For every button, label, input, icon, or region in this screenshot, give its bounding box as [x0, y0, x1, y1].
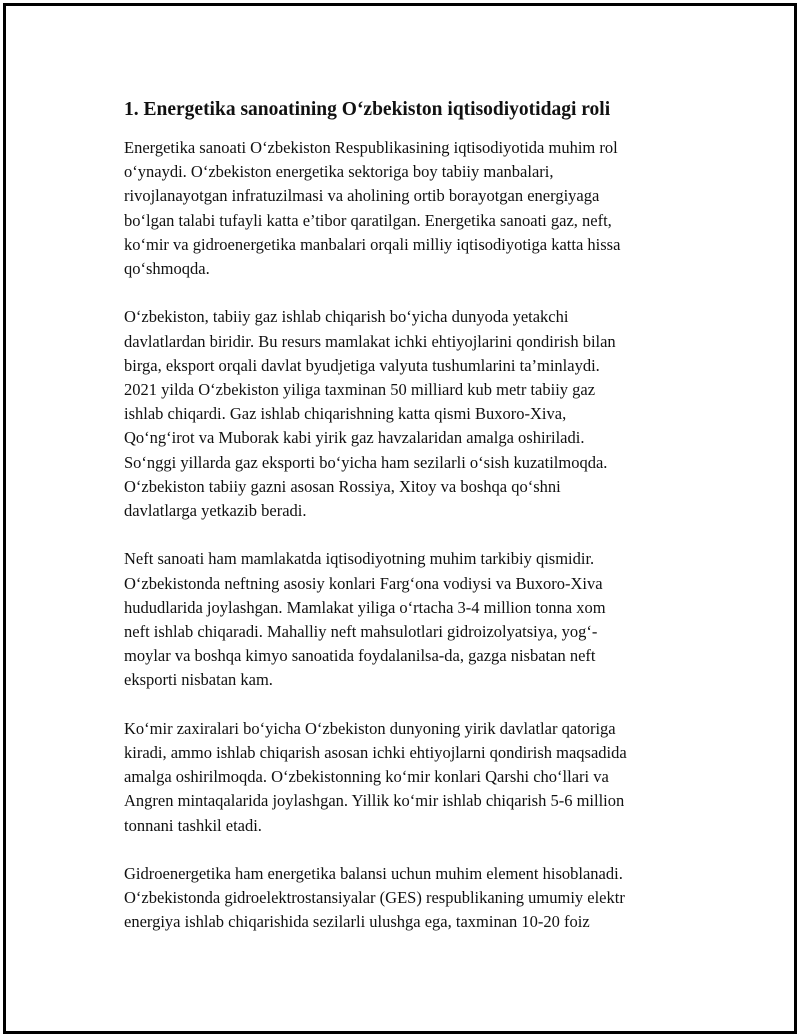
paragraph-line: amalga oshirilmoqda. O‘zbekistonning ko‘mir konlari Qarshi cho‘llari va	[124, 767, 609, 787]
paragraph-line: Gidroenergetika ham energetika balansi uchun muhim element hisoblanadi.	[124, 864, 623, 884]
paragraph-list	[124, 136, 689, 935]
paragraph-line: davlatlardan biridir. Bu resurs mamlakat ichki ehtiyojlarini qondirish bilan	[124, 331, 616, 351]
paragraph-line: Energetika sanoati O‘zbekiston Respublikasining iqtisodiyotida muhim rol	[124, 138, 618, 157]
paragraph-line: So‘nggi yillarda gaz eksporti bo‘yicha ham sezilarli o‘sish kuzatilmoqda.	[124, 452, 608, 472]
paragraph-line: O‘zbekiston tabiiy gazni asosan Rossiya, Xitoy va boshqa qo‘shni	[124, 476, 561, 496]
paragraph-line: eksporti nisbatan kam.	[124, 670, 273, 690]
paragraph-line: birga, eksport orqali davlat byudjetiga valyuta tushumlarini ta’minlaydi.	[124, 355, 600, 375]
paragraph-line: neft ishlab chiqaradi. Mahalliy neft mahsulotlari gidroizolyatsiya, yog‘-	[124, 622, 598, 642]
paragraph-line: davlatlarga yetkazib beradi.	[124, 501, 307, 521]
paragraph-line: O‘zbekiston, tabiiy gaz ishlab chiqarish bo‘yicha dunyoda yetakchi	[124, 307, 569, 327]
paragraph-line: qo‘shmoqda.	[124, 259, 210, 279]
paragraph-line: energiya ishlab chiqarishida sezilarli ulushga ega, taxminan 10-20 foiz	[124, 912, 590, 932]
paragraph-line: hududlarida joylashgan. Mamlakat yiliga o‘rtacha 3-4 million tonna xom	[124, 597, 606, 617]
paragraph-line: Ko‘mir zaxiralari bo‘yicha O‘zbekiston dunyoning yirik davlatlar qatoriga	[124, 718, 616, 738]
document-body	[124, 98, 689, 959]
paragraph-line: kiradi, ammo ishlab chiqarish asosan ichki ehtiyojlarni qondirish maqsadida	[124, 743, 627, 763]
paragraph-line: Angren mintaqalarida joylashgan. Yillik ko‘mir ishlab chiqarish 5-6 million	[124, 791, 625, 811]
paragraph	[124, 547, 689, 692]
paragraph-line: O‘zbekistonda neftning asosiy konlari Farg‘ona vodiysi va Buxoro-Xiva	[124, 573, 603, 593]
paragraph-line: Qo‘ng‘irot va Muborak kabi yirik gaz havzalaridan amalga oshiriladi.	[124, 428, 585, 448]
paragraph-line: bo‘lgan talabi tufayli katta e’tibor qaratilgan. Energetika sanoati gaz, neft,	[124, 210, 612, 230]
paragraph	[124, 136, 689, 281]
paragraph	[124, 862, 689, 935]
page-frame	[3, 3, 797, 1034]
paragraph-line: ishlab chiqardi. Gaz ishlab chiqarishning katta qismi Buxoro-Xiva,	[124, 404, 567, 424]
paragraph-line: rivojlanayotgan infratuzilmasi va aholining ortib borayotgan energiyaga	[124, 186, 600, 206]
paragraph-line: Neft sanoati ham mamlakatda iqtisodiyotning muhim tarkibiy qismidir.	[124, 549, 595, 569]
paragraph	[124, 305, 689, 523]
paragraph-line: tonnani tashkil etadi.	[124, 815, 262, 835]
paragraph-line: moylar va boshqa kimyo sanoatida foydalanilsa-da, gazga nisbatan neft	[124, 646, 596, 666]
paragraph-line: 2021 yilda O‘zbekiston yiliga taxminan 50 milliard kub metr tabiiy gaz	[124, 380, 596, 400]
section-heading: 1. Energetika sanoatining O‘zbekiston iqtisodiyotidagi roli	[124, 99, 611, 120]
paragraph	[124, 717, 689, 838]
paragraph-line: o‘ynaydi. O‘zbekiston energetika sektoriga boy tabiiy manbalari,	[124, 162, 554, 182]
paragraph-line: ko‘mir va gidroenergetika manbalari orqali milliy iqtisodiyotiga katta hissa	[124, 234, 621, 254]
paragraph-line: O‘zbekistonda gidroelektrostansiyalar (GES) respublikaning umumiy elektr	[124, 888, 625, 908]
